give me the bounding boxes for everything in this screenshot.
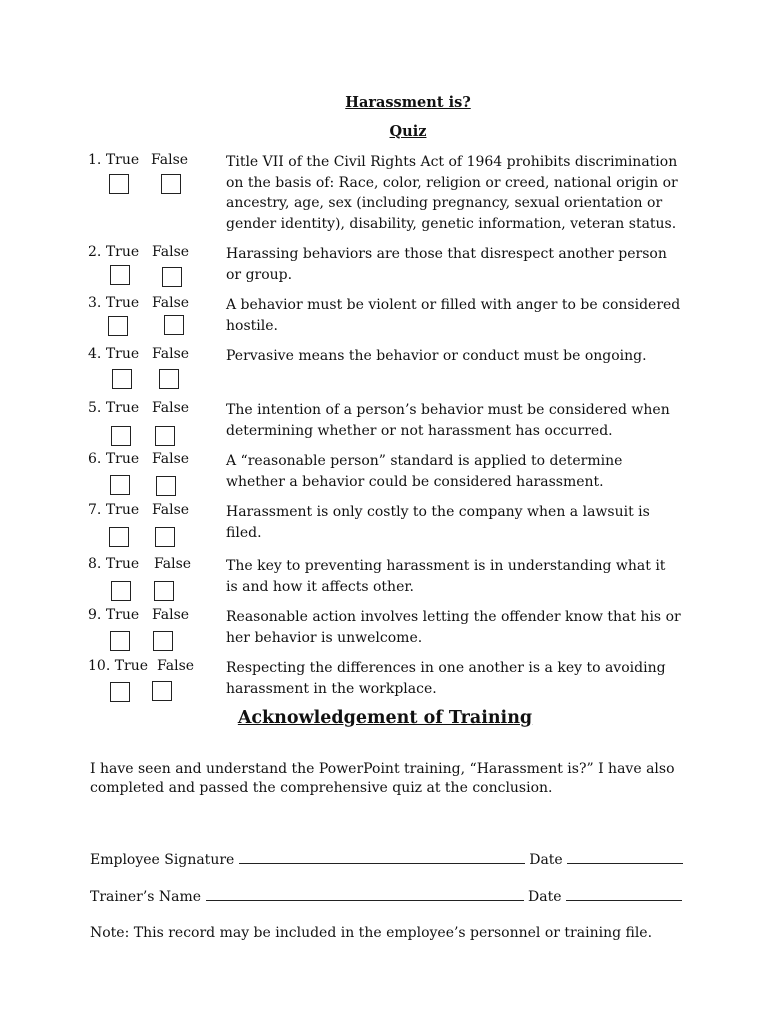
question-number: 2. [88, 244, 102, 260]
false-label: False [152, 502, 190, 518]
question-number-true [88, 244, 139, 260]
question-text: Title VII of the Civil Rights Act of 1964 prohibits discrimination on the basis of: Race, color, religion or creed, national origin or ancestry, age, sex (including pregnancy, sexual orientation or gender identity), disability, genetic information, veteran status. [226, 154, 678, 232]
quiz-heading: Quiz [389, 123, 427, 140]
trainer-name-row [90, 888, 682, 905]
quiz-question-5 [88, 400, 688, 448]
false-label: False [152, 451, 190, 467]
question-text: Pervasive means the behavior or conduct must be ongoing. [226, 348, 647, 364]
false-label: False [152, 400, 190, 416]
quiz-question-9 [88, 607, 688, 655]
false-checkbox[interactable] [162, 267, 182, 287]
question-number-true [88, 607, 139, 623]
question-text: A behavior must be violent or filled with anger to be considered hostile. [226, 297, 681, 334]
question-number-true [88, 152, 139, 168]
date-label: Date [528, 889, 562, 905]
true-checkbox[interactable] [108, 316, 128, 336]
acknowledgement-heading: Acknowledgement of Training [237, 708, 533, 728]
false-label: False [154, 556, 192, 572]
question-number: 6. [88, 451, 102, 467]
false-label: False [152, 346, 190, 362]
quiz-question-10 [88, 658, 688, 706]
question-number-true [88, 502, 139, 518]
question-number-true [88, 658, 148, 674]
question-number: 5. [88, 400, 102, 416]
employee-signature-field[interactable] [239, 851, 525, 864]
false-label: False [151, 152, 189, 168]
trainer-name-field[interactable] [206, 888, 524, 901]
quiz-question-7 [88, 502, 688, 550]
quiz-question-6 [88, 451, 688, 499]
true-checkbox[interactable] [110, 631, 130, 651]
true-label: True [105, 346, 140, 362]
false-checkbox[interactable] [156, 476, 176, 496]
question-number-true [88, 451, 139, 467]
question-number: 1. [88, 152, 102, 168]
false-checkbox[interactable] [164, 315, 184, 335]
employee-signature-label: Employee Signature [90, 852, 235, 868]
quiz-question-4 [88, 346, 688, 394]
question-text: A “reasonable person” standard is applied to determine whether a behavior could be considered harassment. [226, 453, 623, 490]
question-number-true [88, 556, 139, 572]
true-label: True [105, 607, 140, 623]
question-number: 8. [88, 556, 102, 572]
false-label: False [152, 607, 190, 623]
question-number: 3. [88, 295, 102, 311]
trainer-date-field[interactable] [566, 888, 682, 901]
false-label: False [157, 658, 195, 674]
true-label: True [105, 295, 140, 311]
date-label: Date [529, 852, 563, 868]
question-text: The intention of a person’s behavior must be considered when determining whether or not harassment has occurred. [226, 402, 670, 439]
question-number: 7. [88, 502, 102, 518]
question-text: Respecting the differences in one another is a key to avoiding harassment in the workplace. [226, 660, 666, 697]
question-text: The key to preventing harassment is in understanding what it is and how it affects other. [226, 558, 666, 595]
true-label: True [105, 556, 140, 572]
false-checkbox[interactable] [155, 527, 175, 547]
question-number: 10. [88, 658, 111, 674]
true-checkbox[interactable] [111, 581, 131, 601]
question-text: Reasonable action involves letting the offender know that his or her behavior is unwelcome. [226, 609, 681, 646]
record-note: Note: This record may be included in the employee’s personnel or training file. [90, 925, 653, 941]
false-label: False [152, 244, 190, 260]
quiz-question-2 [88, 244, 688, 292]
false-checkbox[interactable] [154, 581, 174, 601]
question-number-true [88, 400, 139, 416]
true-checkbox[interactable] [110, 682, 130, 702]
true-checkbox[interactable] [112, 369, 132, 389]
acknowledgement-statement: I have seen and understand the PowerPoint training, “Harassment is?” I have also completed and passed the comprehensive quiz at the conclusion. [90, 761, 675, 796]
true-checkbox[interactable] [111, 426, 131, 446]
quiz-question-3 [88, 295, 688, 343]
quiz-question-1 [88, 152, 688, 232]
false-checkbox[interactable] [153, 631, 173, 651]
employee-date-field[interactable] [567, 851, 683, 864]
document-title: Harassment is? [345, 94, 471, 111]
false-label: False [152, 295, 190, 311]
question-number: 9. [88, 607, 102, 623]
question-text: Harassment is only costly to the company when a lawsuit is filed. [226, 504, 650, 541]
employee-signature-row [90, 851, 683, 868]
question-number-true [88, 295, 139, 311]
true-label: True [105, 152, 140, 168]
true-label: True [105, 400, 140, 416]
trainer-name-label: Trainer’s Name [90, 889, 202, 905]
false-checkbox[interactable] [155, 426, 175, 446]
true-checkbox[interactable] [110, 475, 130, 495]
false-checkbox[interactable] [159, 369, 179, 389]
true-checkbox[interactable] [109, 174, 129, 194]
true-checkbox[interactable] [110, 265, 130, 285]
true-label: True [105, 451, 140, 467]
true-label: True [114, 658, 149, 674]
false-checkbox[interactable] [152, 681, 172, 701]
false-checkbox[interactable] [161, 174, 181, 194]
question-text: Harassing behaviors are those that disrespect another person or group. [226, 246, 667, 283]
question-number-true [88, 346, 139, 362]
question-number: 4. [88, 346, 102, 362]
true-checkbox[interactable] [109, 527, 129, 547]
true-label: True [105, 502, 140, 518]
true-label: True [105, 244, 140, 260]
quiz-question-8 [88, 556, 688, 604]
